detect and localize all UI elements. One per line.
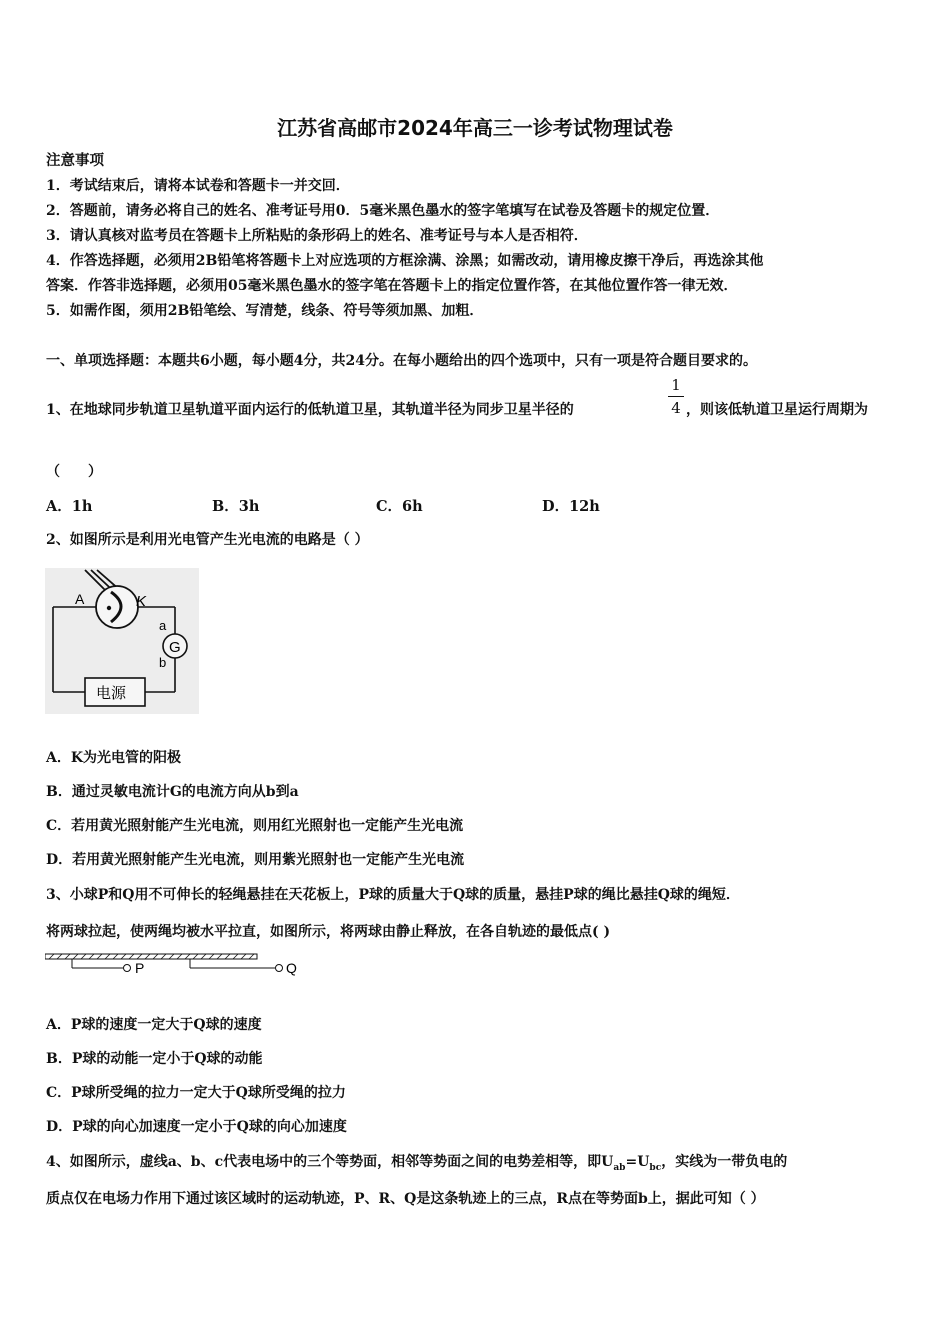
notice-item: 4．作答选择题，必须用2B铅笔将答题卡上对应选项的方框涂满、涂黑；如需改动，请用橡皮擦干净后，再选涂其他 <box>46 253 764 269</box>
q1-option-d: D．12h <box>542 498 600 515</box>
anode-label: A <box>75 591 85 607</box>
q2-stem: 2、如图所示是利用光电管产生光电流的电路是（ ） <box>46 532 369 548</box>
ball-p-label: P <box>135 960 145 976</box>
q4-stem-line1 <box>46 1152 787 1178</box>
q4-stem-part1: 4、如图所示，虚线a、b、c代表电场中的三个等势面，相邻等势面之间的电势差相等，即U <box>46 1154 614 1170</box>
q3-stem-line1: 3、小球P和Q用不可伸长的轻绳悬挂在天花板上，P球的质量大于Q球的质量，悬挂P球的绳比悬挂Q球的绳短． <box>46 887 740 903</box>
notice-item: 2．答题前，请务必将自己的姓名、准考证号用0．5毫米黑色墨水的签字笔填写在试卷及答题卡的规定位置． <box>46 203 720 219</box>
photoelectric-circuit-figure <box>45 568 199 714</box>
q3-option-b: B．P球的动能一定小于Q球的动能 <box>46 1051 263 1067</box>
cathode-label: K <box>136 593 147 610</box>
q2-option-b: B．通过灵敏电流计G的电流方向从b到a <box>46 784 299 800</box>
section-heading: 一、单项选择题：本题共6小题，每小题4分，共24分。在每小题给出的四个选项中，只有一项是符合题目要求的。 <box>46 353 757 369</box>
fraction-numerator: 1 <box>671 376 681 394</box>
notice-item: 5．如需作图，须用2B铅笔绘、写清楚，线条、符号等须加黑、加粗． <box>46 303 484 319</box>
q3-option-d: D．P球的向心加速度一定小于Q球的向心加速度 <box>46 1119 347 1135</box>
q1-option-a: A．1h <box>46 498 93 515</box>
notice-heading: 注意事项 <box>46 152 104 169</box>
q4-equals: =U <box>625 1154 650 1170</box>
subscript-bc: bc <box>649 1162 662 1173</box>
q2-option-c: C．若用黄光照射能产生光电流，则用红光照射也一定能产生光电流 <box>46 818 464 834</box>
q1-option-b: B．3h <box>212 498 260 515</box>
q3-option-c: C．P球所受绳的拉力一定大于Q球所受绳的拉力 <box>46 1085 346 1101</box>
power-supply-label: 电源 <box>96 685 127 702</box>
terminal-a-label: a <box>159 618 167 633</box>
galvanometer-label: G <box>169 639 181 656</box>
q4-stem-line2: 质点仅在电场力作用下通过该区域时的运动轨迹，P、R、Q是这条轨迹上的三点，R点在等势面b上，据此可知（ ） <box>46 1191 765 1207</box>
q1-fraction <box>668 376 684 417</box>
q2-option-d: D．若用黄光照射能产生光电流，则用紫光照射也一定能产生光电流 <box>46 852 465 868</box>
pendulum-figure <box>45 952 305 982</box>
q3-option-a: A．P球的速度一定大于Q球的速度 <box>46 1017 262 1033</box>
q2-option-a: A．K为光电管的阳极 <box>46 750 182 766</box>
q1-stem: 1、在地球同步轨道卫星轨道平面内运行的低轨道卫星，其轨道半径为同步卫星半径的 <box>46 402 574 418</box>
q1-option-c: C．6h <box>376 498 423 515</box>
q1-stem-end: ，则该低轨道卫星运行周期为 <box>686 402 868 418</box>
notice-item: 3．请认真核对监考员在答题卡上所粘贴的条形码上的姓名、准考证号与本人是否相符． <box>46 228 588 244</box>
q1-answer-paren: （ ） <box>46 464 102 480</box>
q4-stem-part2: ，实线为一带负电的 <box>661 1154 788 1170</box>
notice-item: 1．考试结束后，请将本试卷和答题卡一并交回． <box>46 178 350 194</box>
terminal-b-label: b <box>159 655 167 670</box>
q3-stem-line2: 将两球拉起，使两绳均被水平拉直，如图所示，将两球由静止释放，在各自轨迹的最低点( ) <box>46 924 611 940</box>
ball-q-label: Q <box>286 960 297 976</box>
page-title: 江苏省高邮市2024年高三一诊考试物理试卷 <box>277 116 673 140</box>
subscript-ab: ab <box>613 1162 626 1173</box>
notice-item: 答案．作答非选择题，必须用05毫米黑色墨水的签字笔在答题卡上的指定位置作答，在其他位置作答一律无效． <box>46 278 738 294</box>
fraction-denominator: 4 <box>671 399 681 417</box>
